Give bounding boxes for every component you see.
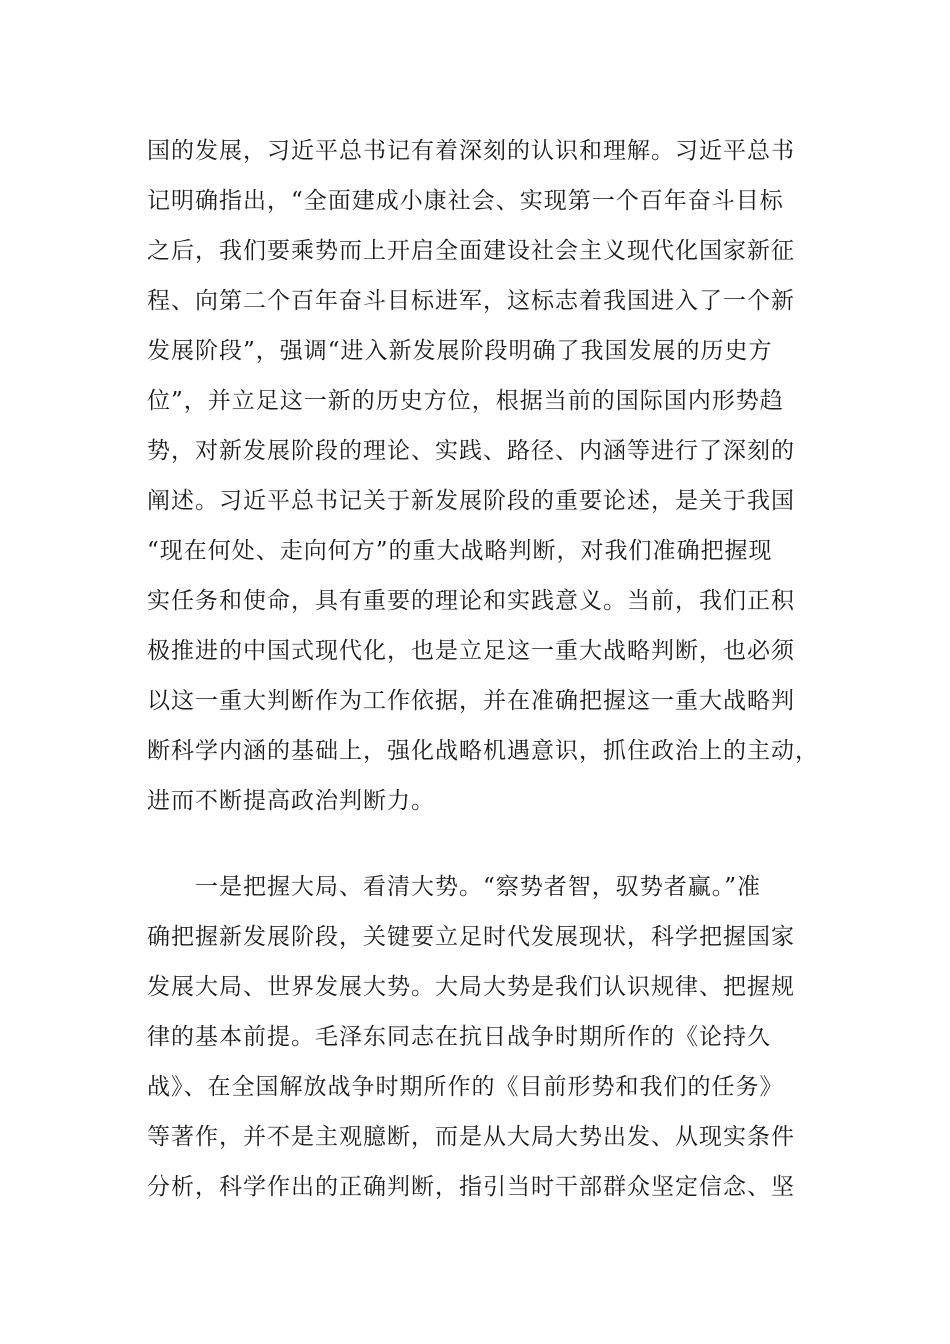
text-line: 极推进的中国式现代化，也是立足这一重大战略判断，也必须 <box>147 638 795 664</box>
text-line: 国的发展，习近平总书记有着深刻的认识和理解。习近平总书 <box>147 138 795 164</box>
paragraph-spacer <box>147 826 807 862</box>
document-body <box>147 126 819 1212</box>
text-line: 分析，科学作出的正确判断，指引当时干部群众坚定信念、坚 <box>147 1174 795 1200</box>
text-line: 位”，并立足这一新的历史方位，根据当前的国际国内形势趋 <box>147 388 784 414</box>
text-line: 实任务和使命，具有重要的理论和实践意义。当前，我们正积 <box>147 588 795 614</box>
text-line: 势，对新发展阶段的理论、实践、路径、内涵等进行了深刻的 <box>147 438 795 464</box>
text-line: 进而不断提高政治判断力。 <box>147 788 435 814</box>
text-line: 断科学内涵的基础上，强化战略机遇意识，抓住政治上的主动， <box>147 738 819 764</box>
text-line: 以这一重大判断作为工作依据，并在准确把握这一重大战略判 <box>147 688 795 714</box>
text-line: 发展大局、世界发展大势。大局大势是我们认识规律、把握规 <box>147 974 795 1000</box>
paragraph-2 <box>147 862 807 1212</box>
text-line: 程、向第二个百年奋斗目标进军，这标志着我国进入了一个新 <box>147 288 795 314</box>
text-line: 等著作，并不是主观臆断，而是从大局大势出发、从现实条件 <box>147 1124 795 1150</box>
text-line: 确把握新发展阶段，关键要立足时代发展现状，科学把握国家 <box>147 924 795 950</box>
text-line: 阐述。习近平总书记关于新发展阶段的重要论述，是关于我国 <box>147 488 795 514</box>
text-line: 发展阶段”，强调“进入新发展阶段明确了我国发展的历史方 <box>147 338 773 364</box>
text-line: “现在何处、走向何方”的重大战略判断，对我们准确把握现 <box>147 538 773 564</box>
text-line: 律的基本前提。毛泽东同志在抗日战争时期所作的《论持久 <box>147 1024 771 1050</box>
text-line: 之后，我们要乘势而上开启全面建设社会主义现代化国家新征 <box>147 238 795 264</box>
text-line: 一是把握大局、看清大势。“察势者智，驭势者赢。”准 <box>195 874 762 900</box>
paragraph-1 <box>147 126 819 826</box>
text-line: 记明确指出，“全面建成小康社会、实现第一个百年奋斗目标 <box>147 188 784 214</box>
text-line: 战》、在全国解放战争时期所作的《目前形势和我们的任务》 <box>147 1074 784 1100</box>
